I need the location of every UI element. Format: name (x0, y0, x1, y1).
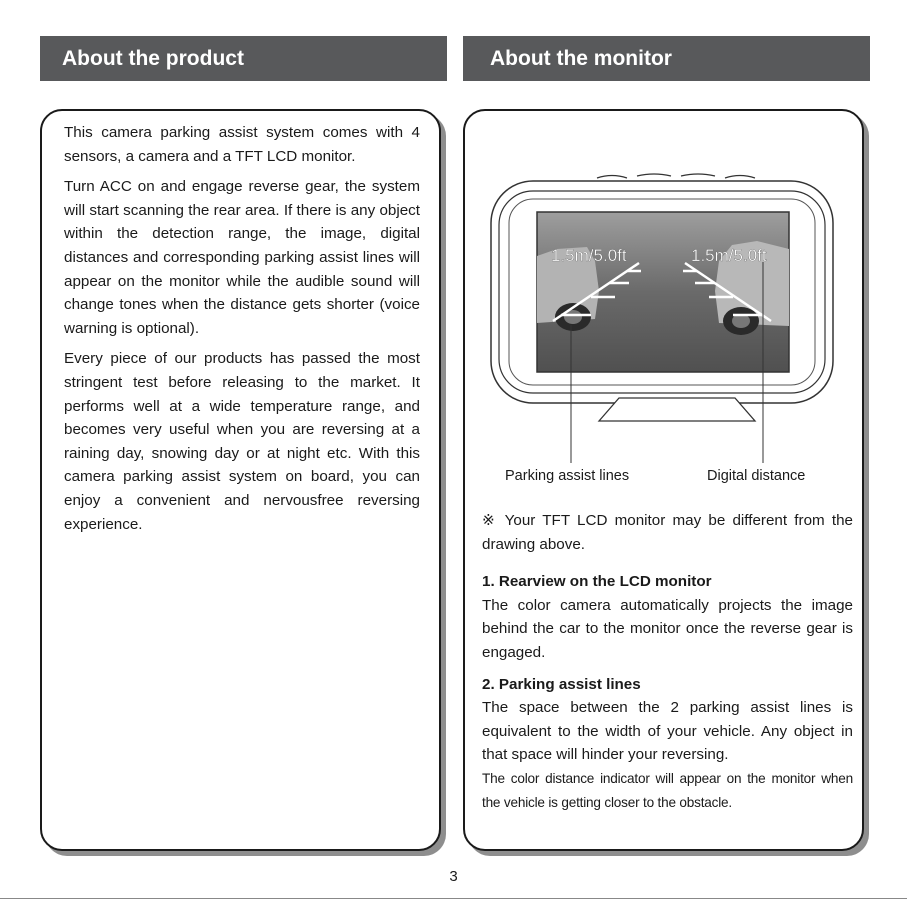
section-title: 2. Parking assist lines (482, 675, 641, 693)
label-digital-distance: Digital distance (707, 468, 806, 484)
section-title: 1. Rearview on the LCD monitor (482, 573, 712, 591)
monitor-buttons (597, 174, 755, 178)
monitor-description (482, 509, 853, 814)
monitor-stand (599, 398, 755, 421)
header-title: About the monitor (490, 46, 672, 70)
section-text: The color camera automatically projects the image behind the car to the monitor once the reverse gear is engaged. (482, 596, 853, 661)
monitor-illustration (487, 161, 847, 491)
section-text: The color distance indicator will appear on the monitor when the vehicle is getting closer to the obstacle. (482, 770, 853, 810)
paragraph: Every piece of our products has passed the most stringent test before releasing to the market. It performs well at a wide temperature range, and becomes very useful when you are reversing at a raining day, snowing day or at night etc. With this camera parking assist system on board, you can enjoy a convenient and nervousfree reversing experience. (64, 350, 420, 533)
digital-distance-right: 1.5m/5.0ft (691, 246, 767, 265)
monitor-panel (463, 109, 864, 851)
paragraph: This camera parking assist system comes with 4 sensors, a camera and a TFT LCD monitor. (64, 124, 420, 165)
header-title: About the product (62, 46, 244, 70)
paragraph: Turn ACC on and engage reverse gear, the system will start scanning the rear area. If there is any object within the detection range, the image, digital distances and corresponding parking assist lines will appear on the monitor while the audible sound will change tones when the distance gets shorter (voice warning is optional). (64, 178, 420, 337)
product-panel (40, 109, 441, 851)
page-number: 3 (449, 868, 458, 885)
product-description (64, 121, 420, 543)
digital-distance-left: 1.5m/5.0ft (551, 246, 627, 265)
footer-divider (0, 898, 907, 899)
header-about-monitor (463, 36, 870, 81)
section-text: The space between the 2 parking assist lines is equivalent to the width of your vehicle. Any object in that space will hinder your reversing. (482, 699, 853, 764)
monitor-note: ※ Your TFT LCD monitor may be different from the drawing above. (482, 512, 853, 553)
label-parking-assist-lines: Parking assist lines (505, 468, 630, 484)
header-about-product (40, 36, 447, 81)
